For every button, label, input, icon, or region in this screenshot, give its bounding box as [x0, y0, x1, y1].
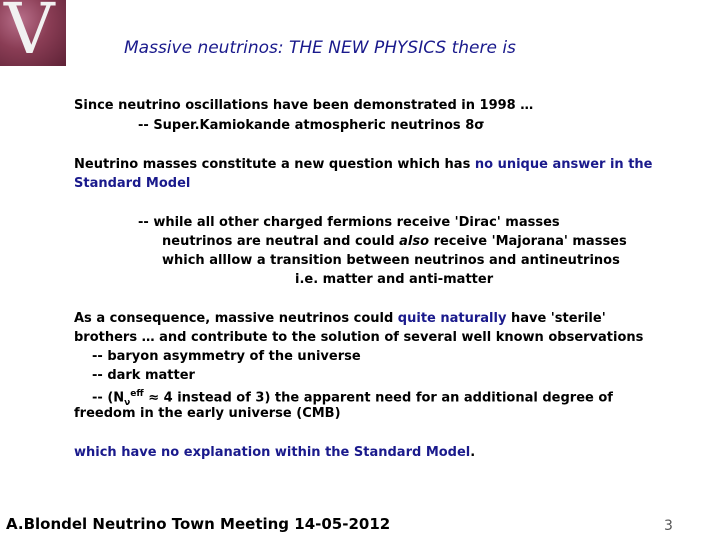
para2-text: Neutrino masses constitute a new question which has — [74, 157, 475, 172]
para3-line2-italic: also — [399, 234, 430, 249]
para4-highlight: quite naturally — [397, 311, 507, 326]
para4-line5-sub: ν — [124, 397, 131, 408]
para3-line2-pre: neutrinos are neutral and could — [162, 234, 400, 249]
para3-line3: which alllow a transition between neutrinos and antineutrinos — [162, 253, 620, 268]
para4-line5-pre: -- (N — [92, 390, 125, 406]
para4-line6: freedom in the early universe (CMB) — [74, 406, 341, 421]
para2-highlight: no unique answer in the — [474, 157, 653, 172]
para2-line2: Standard Model — [74, 176, 191, 191]
para3-line1: -- while all other charged fermions receive 'Dirac' masses — [138, 215, 560, 230]
para2-line1 — [74, 155, 653, 174]
para4-line5-post: ≈ 4 instead of 3) the apparent need for an additional degree of — [143, 390, 613, 406]
para1-line1: Since neutrino oscillations have been demonstrated in 1998 … — [74, 98, 534, 113]
page-number: 3 — [664, 518, 673, 534]
para4-line3: -- baryon asymmetry of the universe — [92, 349, 361, 364]
para4-line1 — [74, 309, 606, 328]
para5-period: . — [470, 445, 476, 460]
para3-line4: i.e. matter and anti-matter — [295, 272, 494, 287]
para5-highlight: which have no explanation within the Standard Model — [74, 445, 471, 460]
footer-text: A.Blondel Neutrino Town Meeting 14-05-2012 — [6, 515, 391, 533]
para4-line4: -- dark matter — [92, 368, 195, 383]
para4-line2: brothers … and contribute to the solution of several well known observations — [74, 330, 644, 345]
para4-line5-sup: eff — [130, 389, 144, 399]
slide-title: Massive neutrinos: THE NEW PHYSICS there is — [124, 38, 516, 58]
para4-line1-post: have 'sterile' — [506, 311, 606, 326]
para3-line2 — [162, 232, 627, 251]
para4-line1-pre: As a consequence, massive neutrinos could — [74, 311, 398, 326]
para5-line1 — [74, 443, 475, 462]
para3-line2-post: receive 'Majorana' masses — [429, 234, 627, 249]
para1-line2: -- Super.Kamiokande atmospheric neutrinos 8σ — [138, 118, 485, 133]
logo-letter: V — [4, 0, 55, 70]
logo — [0, 0, 66, 70]
